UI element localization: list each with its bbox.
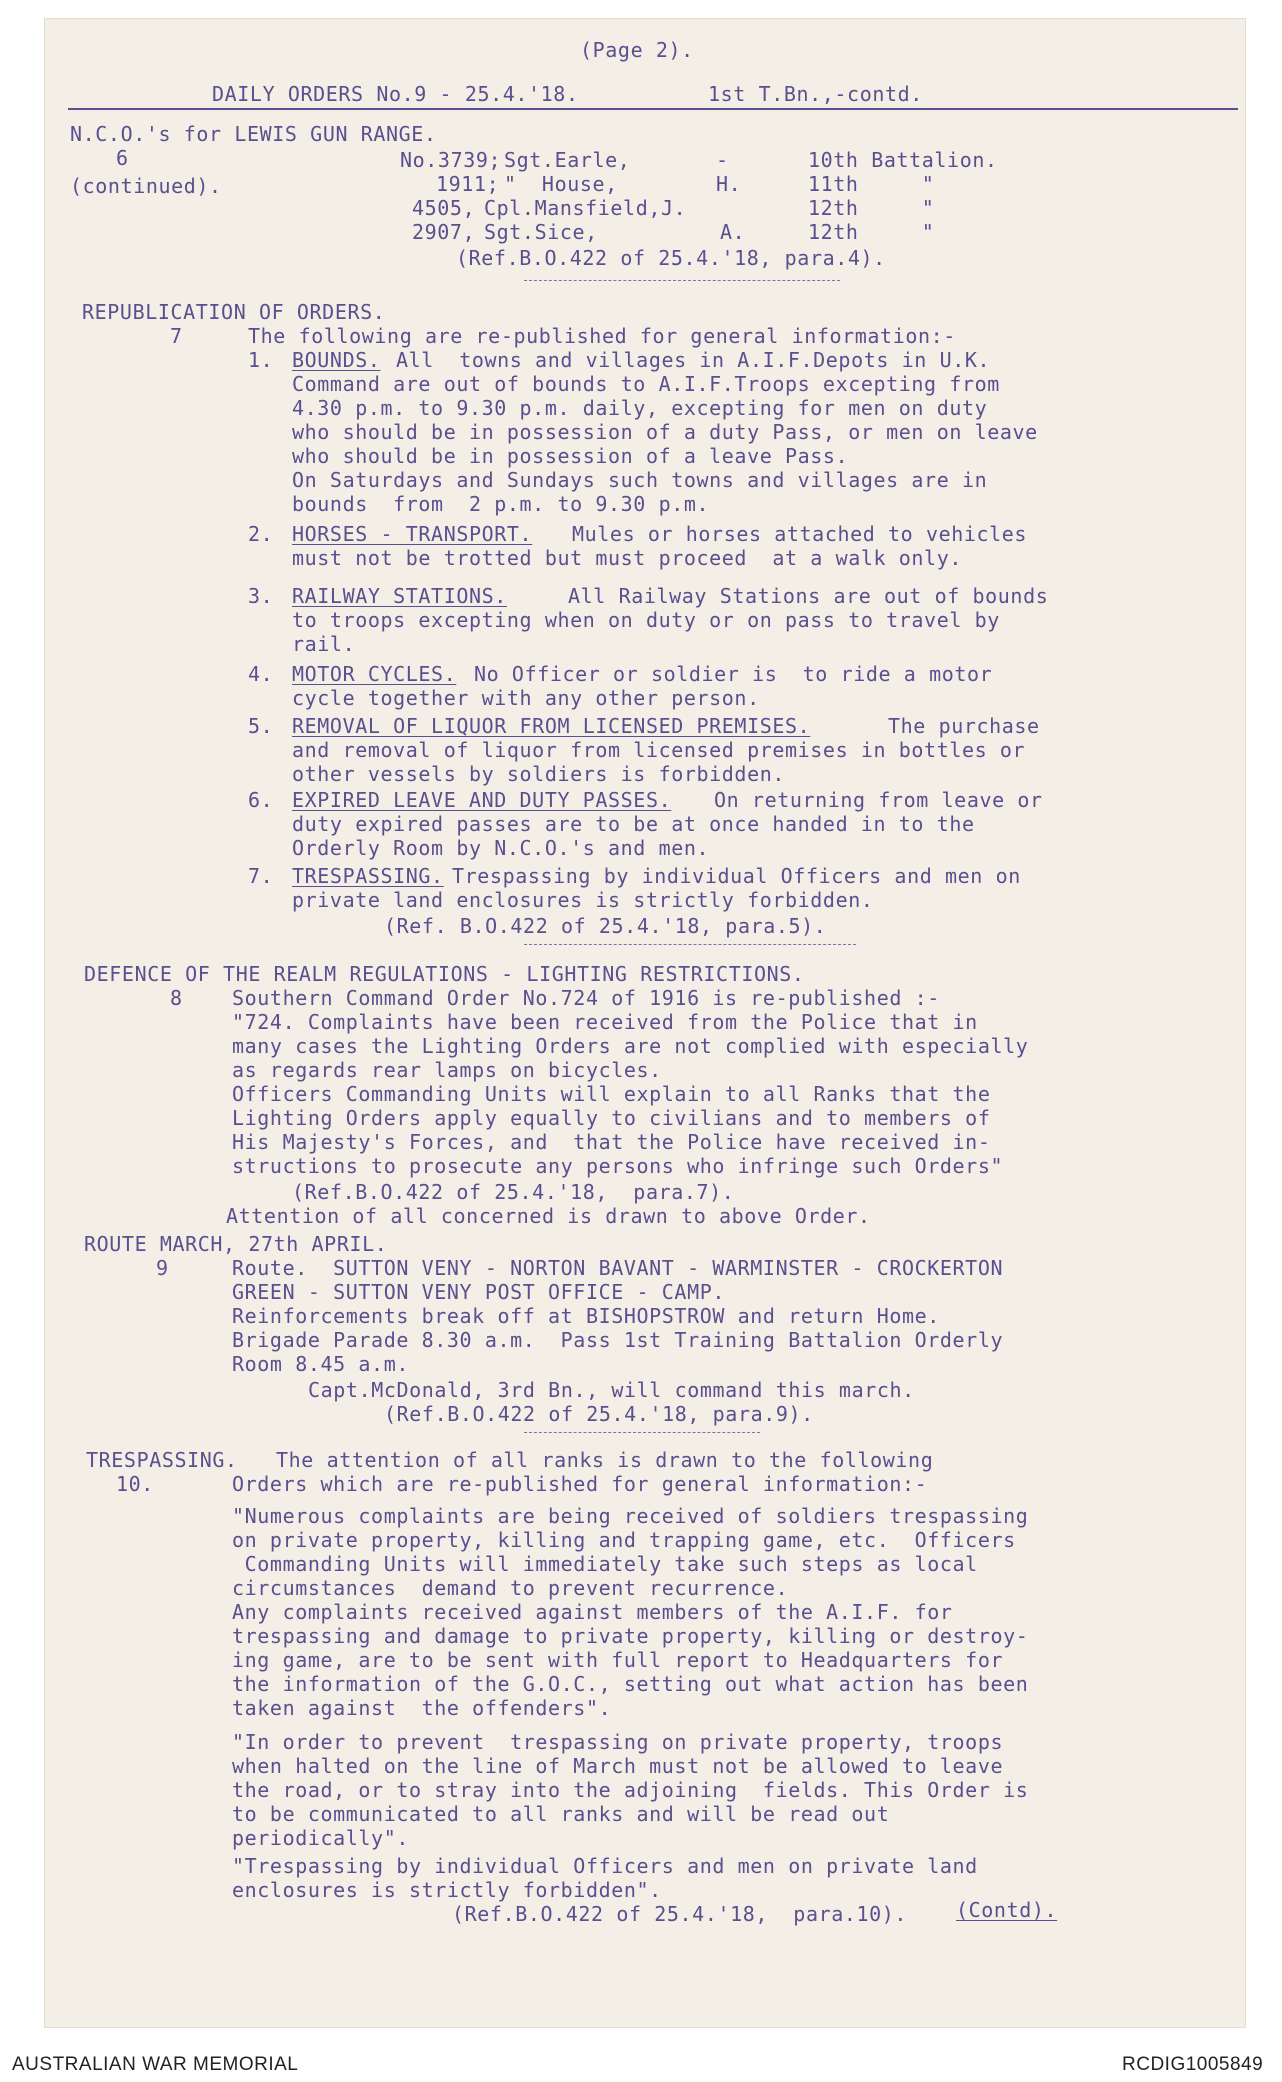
s10-heading: TRESPASSING. <box>86 1448 238 1472</box>
s7-item-text: rail. <box>292 632 356 656</box>
s10-text: periodically". <box>232 1826 409 1850</box>
page-marker: (Page 2). <box>580 38 694 62</box>
s7-item-text: Command are out of bounds to A.I.F.Troops excepting from <box>292 372 1000 396</box>
s6-row-id: 4505, <box>412 196 476 220</box>
s9-reference: (Ref.B.O.422 of 25.4.'18, para.9). <box>384 1402 814 1426</box>
s10-text: trespassing and damage to private property, killing or destroy- <box>232 1624 1029 1648</box>
s6-row-initial: - <box>716 148 729 172</box>
s8-text: His Majesty's Forces, and that the Police have received in- <box>232 1130 991 1154</box>
s10-number: 10. <box>116 1472 154 1496</box>
s7-item-text: On Saturdays and Sundays such towns and villages are in <box>292 468 988 492</box>
s10-text: "Trespassing by individual Officers and men on private land <box>232 1854 978 1878</box>
s9-text: Reinforcements break off at BISHOPSTROW and return Home. <box>232 1304 940 1328</box>
s6-row-initial: A. <box>720 220 746 244</box>
s7-item-text: who should be in possession of a leave Pass. <box>292 444 849 468</box>
s7-item-text: duty expired passes are to be at once handed in to the <box>292 812 975 836</box>
s7-item-title: REMOVAL OF LIQUOR FROM LICENSED PREMISES. <box>292 714 811 738</box>
s8-reference: (Ref.B.O.422 of 25.4.'18, para.7). <box>292 1180 735 1204</box>
header-rule <box>68 108 1238 110</box>
s8-number: 8 <box>170 986 183 1010</box>
s10-text: "In order to prevent trespassing on private property, troops <box>232 1730 1004 1754</box>
s7-item-number: 4. <box>248 662 274 686</box>
s7-item-text: must not be trotted but must proceed at a walk only. <box>292 546 962 570</box>
s9-heading: ROUTE MARCH, 27th APRIL. <box>84 1232 388 1256</box>
s6-row-name: Sgt.Sice, <box>484 220 598 244</box>
s6-row-name: Cpl.Mansfield,J. <box>484 196 687 220</box>
s7-item-text: All Railway Stations are out of bounds <box>568 584 1049 608</box>
s7-intro: The following are re-published for general information:- <box>248 324 956 348</box>
s6-row-id: 1911; <box>436 172 500 196</box>
s10-text: ing game, are to be sent with full report to Headquarters for <box>232 1648 1004 1672</box>
s7-item-text: On returning from leave or <box>714 788 1043 812</box>
s6-number: 6 <box>116 146 129 170</box>
s7-item-text: to troops excepting when on duty or on pass to travel by <box>292 608 1000 632</box>
s6-row-name: " House, <box>504 172 618 196</box>
s9-text: GREEN - SUTTON VENY POST OFFICE - CAMP. <box>232 1280 725 1304</box>
s8-attention: Attention of all concerned is drawn to above Order. <box>226 1204 871 1228</box>
s7-item-text: and removal of liquor from licensed premises in bottles or <box>292 738 1026 762</box>
s6-row-name: Sgt.Earle, <box>504 148 631 172</box>
s7-item-number: 3. <box>248 584 274 608</box>
s7-item-text: Orderly Room by N.C.O.'s and men. <box>292 836 710 860</box>
section-divider <box>524 280 840 281</box>
s8-text: Southern Command Order No.724 of 1916 is re-published :- <box>232 986 940 1010</box>
s6-row-id: No.3739; <box>400 148 502 172</box>
s6-row-initial: H. <box>716 172 742 196</box>
s10-text: to be communicated to all ranks and will be read out <box>232 1802 890 1826</box>
s10-text: Any complaints received against members of the A.I.F. for <box>232 1600 953 1624</box>
s6-row-unit: 11th " <box>808 172 935 196</box>
s10-reference: (Ref.B.O.422 of 25.4.'18, para.10). <box>452 1902 908 1926</box>
s10-text: enclosures is strictly forbidden". <box>232 1878 662 1902</box>
s7-item-text: No Officer or soldier is to ride a motor <box>474 662 993 686</box>
s7-item-text: Trespassing by individual Officers and men on <box>452 864 1021 888</box>
s10-intro: Orders which are re-published for general information:- <box>232 1472 928 1496</box>
s7-item-number: 1. <box>248 348 274 372</box>
s7-item-number: 6. <box>248 788 274 812</box>
s9-text: Room 8.45 a.m. <box>232 1352 409 1376</box>
s7-item-text: 4.30 p.m. to 9.30 p.m. daily, excepting for men on duty <box>292 396 988 420</box>
s7-item-title: EXPIRED LEAVE AND DUTY PASSES. <box>292 788 672 812</box>
s10-text: the road, or to stray into the adjoining fields. This Order is <box>232 1778 1029 1802</box>
s10-text: circumstances demand to prevent recurrence. <box>232 1576 789 1600</box>
s7-item-text: All towns and villages in A.I.F.Depots in U.K. <box>396 348 991 372</box>
s9-text: Route. SUTTON VENY - NORTON BAVANT - WARMINSTER - CROCKERTON <box>232 1256 1004 1280</box>
s7-item-title: BOUNDS. <box>292 348 381 372</box>
s7-item-text: who should be in possession of a duty Pass, or men on leave <box>292 420 1038 444</box>
s7-item-number: 2. <box>248 522 274 546</box>
s8-text: structions to prosecute any persons who infringe such Orders" <box>232 1154 1004 1178</box>
s7-item-text: private land enclosures is strictly forbidden. <box>292 888 874 912</box>
s8-text: Officers Commanding Units will explain to all Ranks that the <box>232 1082 991 1106</box>
document-page <box>44 18 1246 2028</box>
battalion-heading: 1st T.Bn.,-contd. <box>708 82 923 106</box>
s7-item-text: bounds from 2 p.m. to 9.30 p.m. <box>292 492 710 516</box>
s6-row-id: 2907, <box>412 220 476 244</box>
s8-text: as regards rear lamps on bicycles. <box>232 1058 662 1082</box>
s9-number: 9 <box>156 1256 169 1280</box>
s6-reference: (Ref.B.O.422 of 25.4.'18, para.4). <box>456 246 886 270</box>
footer-record-id: RCDIG1005849 <box>1122 2054 1264 2075</box>
footer-archive-name: AUSTRALIAN WAR MEMORIAL <box>12 2054 299 2075</box>
s7-heading: REPUBLICATION OF ORDERS. <box>82 300 386 324</box>
s6-continued: (continued). <box>70 174 222 198</box>
s10-text: when halted on the line of March must not be allowed to leave <box>232 1754 1004 1778</box>
s6-row-unit: 12th " <box>808 196 935 220</box>
s7-item-text: other vessels by soldiers is forbidden. <box>292 762 785 786</box>
s8-text: "724. Complaints have been received from the Police that in <box>232 1010 978 1034</box>
s10-heading-text: The attention of all ranks is drawn to the following <box>276 1448 934 1472</box>
continued-marker: (Contd). <box>956 1898 1058 1922</box>
s7-item-number: 5. <box>248 714 274 738</box>
s6-row-unit: 12th " <box>808 220 935 244</box>
document-title: DAILY ORDERS No.9 - 25.4.'18. <box>212 82 579 106</box>
s6-heading: N.C.O.'s for LEWIS GUN RANGE. <box>70 122 437 146</box>
section-divider <box>524 1432 760 1433</box>
s10-text: on private property, killing and trapping game, etc. Officers <box>232 1528 1016 1552</box>
s7-item-number: 7. <box>248 864 274 888</box>
s10-text: the information of the G.O.C., setting out what action has been <box>232 1672 1029 1696</box>
s7-number: 7 <box>170 324 183 348</box>
s7-item-title: HORSES - TRANSPORT. <box>292 522 533 546</box>
s7-reference: (Ref. B.O.422 of 25.4.'18, para.5). <box>384 914 827 938</box>
s10-text: "Numerous complaints are being received of soldiers trespassing <box>232 1504 1029 1528</box>
s6-row-unit: 10th Battalion. <box>808 148 998 172</box>
s7-item-title: TRESPASSING. <box>292 864 444 888</box>
s9-text: Brigade Parade 8.30 a.m. Pass 1st Training Battalion Orderly <box>232 1328 1004 1352</box>
s10-text: taken against the offenders". <box>232 1696 612 1720</box>
s8-heading: DEFENCE OF THE REALM REGULATIONS - LIGHTING RESTRICTIONS. <box>84 962 805 986</box>
s7-item-text: Mules or horses attached to vehicles <box>572 522 1028 546</box>
s10-text: Commanding Units will immediately take such steps as local <box>232 1552 978 1576</box>
s8-text: many cases the Lighting Orders are not complied with especially <box>232 1034 1029 1058</box>
s8-text: Lighting Orders apply equally to civilians and to members of <box>232 1106 991 1130</box>
s7-item-text: cycle together with any other person. <box>292 686 760 710</box>
s7-item-title: MOTOR CYCLES. <box>292 662 457 686</box>
s9-command: Capt.McDonald, 3rd Bn., will command this march. <box>308 1378 915 1402</box>
s7-item-text: The purchase <box>888 714 1040 738</box>
section-divider <box>524 944 856 945</box>
s7-item-title: RAILWAY STATIONS. <box>292 584 507 608</box>
